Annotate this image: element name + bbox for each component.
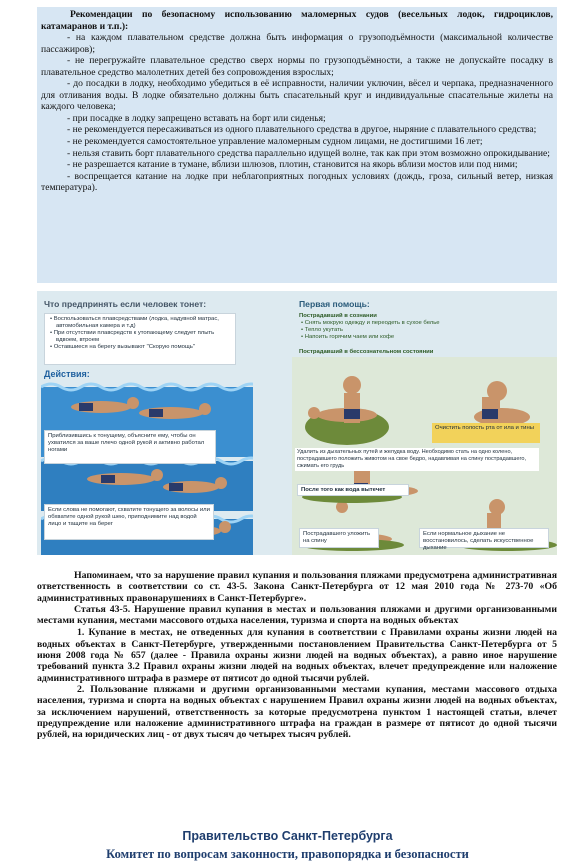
legal-paragraph: 1. Купание в местах, не отведенных для купания в соответствии с Правилами охраны жизни людей на водных объектах в Санкт-Петербурге, утвержденными постановлением Правительства Санкт-Петербурга от 5 июня 2008 года № 657 (далее - Правила охраны жизни людей на водных объектах), а равно иное нарушение требований пункта 3.2 Правил охраны жизни людей на водных объектах, влечет предупреждение или наложение административного штрафа в размере от пятисот до одной тысячи рублей.: [37, 627, 557, 684]
recommendation-item: - не перегружайте плавательное средство сверх нормы по грузоподъёмности, а также не допускайте посадку в плавательное средство малолетних детей без сопровождения взрослых;: [41, 55, 553, 78]
clean-mouth-note: Очистить полость рта от ила и тины: [432, 423, 540, 443]
conscious-step: • Снять мокрую одежду и переодеть в сухое белье: [307, 320, 459, 327]
recommendation-item: - нельзя ставить борт плавательного средства параллельно идущей волне, так как при этом возможно опрокидывание;: [67, 147, 550, 159]
legal-article-title: Статья 43-5. Нарушение правил купания в местах и пользования пляжами и другими организованными местами купания, местами массового отдыха населения, туризма и спорта на водных объектах: [37, 603, 557, 627]
lay-back-note: Пострадавшего уложить на спину: [299, 528, 379, 548]
footer-government: Правительство Санкт-Петербурга: [182, 829, 393, 843]
grab-instruction: Если слова не помогают, схватите тонущего за волосы или обхватите одной рукой шею, приподнимите над водой лицо и тащите на берег: [44, 504, 214, 540]
rescue-infographic: [37, 291, 557, 555]
legal-paragraph: Напоминаем, что за нарушение правил купания и пользования пляжами предусмотрена административная ответственность в соответствии со ст. 43-5. Закона Санкт-Петербурга от 12 мая 2010 года № 273-70 «Об административных правонарушениях в Санкт-Петербурге».: [37, 570, 557, 604]
after-water-note: После того как вода вытечет: [297, 484, 409, 496]
conscious-step: • Тепло укутать: [307, 327, 459, 334]
drowning-option: • При отсутствии плавсредств к утопающему следует плыть вдвоем, втроем: [56, 330, 232, 344]
recommendation-item: - не разрешается катание в тумане, вблизи шлюзов, плотин, становится на якорь вблизи мостов или под ними;: [67, 159, 518, 171]
footer-committee: Комитет по вопросам законности, правопорядка и безопасности: [106, 847, 469, 861]
recommendation-item: - до посадки в лодку, необходимо убедиться в её исправности, наличии уключин, вёсел и черпака, предназначенного для отливания воды. В лодке обязательно должны быть спасательный круг и индивидуальные спасательные жилеты на каждого человека;: [41, 78, 553, 113]
drowning-option: • Оставшиеся на берегу вызывают "Скорую помощь": [56, 344, 232, 351]
legal-paragraph: 2. Пользование пляжами и другими организованными местами купания, местами массового отдыха населения, туризма и спорта на водных объектах с нарушением Правил охраны жизни людей на водных объектах, за исключением нарушений, ответственность за которые предусмотрена пунктом 1 настоящей статьи, влечет предупреждение или наложение административного штрафа на граждан в размере от пятисот до одной тысячи рублей, на юридических лиц - от двух тысяч до четырех тысяч рублей.: [37, 683, 557, 741]
conscious-step: • Напоить горячим чаем или кофе: [307, 334, 459, 341]
drowning-options-box: [44, 313, 236, 365]
artificial-breathing-note: Если нормальное дыхание не восстановилось, сделать искусственное дыхание: [419, 528, 549, 548]
actions-title: Действия:: [44, 369, 90, 379]
recommendation-item: - воспрещается катание на лодке при неблагоприятных погодных условиях (дождь, гроза, сильный ветер, низкая температура).: [41, 170, 553, 194]
conscious-label: Пострадавший в сознании: [299, 313, 377, 319]
recommendations-block: [37, 7, 557, 283]
first-aid-title: Первая помощь:: [299, 299, 370, 309]
drowning-title: Что предпринять если человек тонет:: [44, 299, 207, 309]
remove-water-note: Удалить из дыхательных путей и желудка воду. Необходимо стать на одно колено, пострадавшего положить животом на свое бедро, надавливая на спину пострадавшего, сжимать его грудь: [295, 448, 539, 471]
conscious-box: [299, 313, 459, 341]
recommendations-title: Рекомендации по безопасному использованию маломерных судов (весельных лодок, гидроциклов, катамаранов и т.п.):: [41, 9, 553, 32]
legal-text: [37, 570, 557, 740]
recommendation-item: - при посадке в лодку запрещено вставать на борт или сиденья;: [67, 112, 326, 124]
approach-instruction: Приблизившись к тонущему, объясните ему, чтобы он ухватился за ваше плечо одной рукой и активно работал ногами: [44, 430, 216, 464]
recommendation-item: - на каждом плавательном средстве должна быть информация о грузоподъёмности (максимальной количестве пассажиров);: [41, 32, 553, 55]
recommendation-item: - не рекомендуется пересаживаться из одного плавательного средства в другое, ныряние с плавательного средства;: [67, 124, 537, 136]
unconscious-label: Пострадавший в бессознательном состоянии: [299, 349, 434, 355]
recommendation-item: - не рекомендуется самостоятельное управление маломерным судном лицами, не достигшими 16 лет;: [67, 136, 483, 148]
drowning-option: • Воспользоваться плавсредствами (лодка, надувной матрас, автомобильная камера и т.д): [56, 316, 232, 330]
